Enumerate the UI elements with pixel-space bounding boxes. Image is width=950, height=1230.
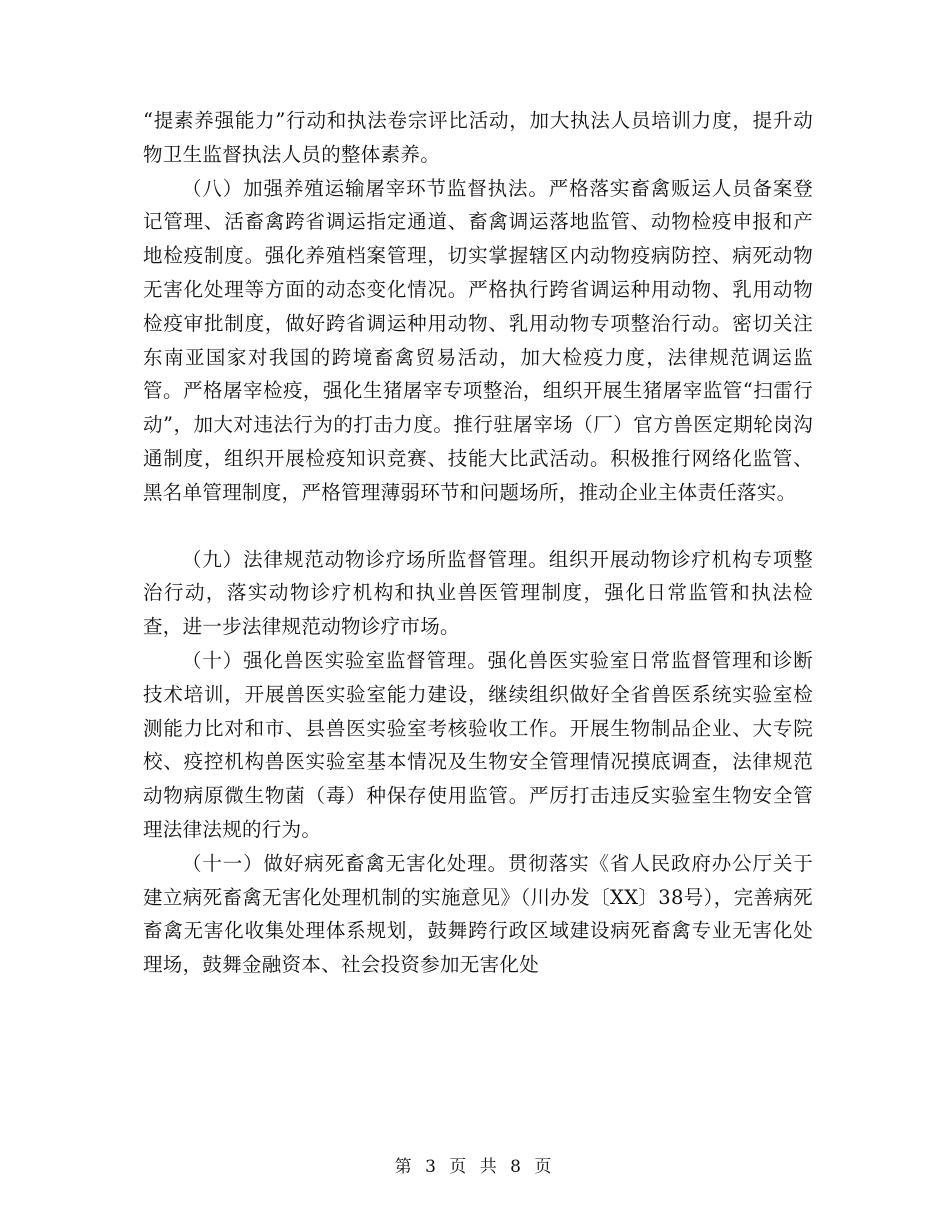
paragraph-section-9: （九）法律规范动物诊疗场所监督管理。组织开展动物诊疗机构专项整治行动，落实动物诊疗机构和执业兽医管理制度，强化日常监管和执法检查，进一步法律规范动物诊疗市场。 — [143, 547, 813, 639]
paragraph-section-8: （八）加强养殖运输屠宰环节监督执法。严格落实畜禽贩运人员备案登记管理、活畜禽跨省调运指定通道、畜禽调运落地监管、动物检疫申报和产地检疫制度。强化养殖档案管理，切实掌握辖区内动物疫病防控、病死动物无害化处理等方面的动态变化情况。严格执行跨省调运种用动物、乳用动物检疫审批制度，做好跨省调运种用动物、乳用动物专项整治行动。密切关注东南亚国家对我国的跨境畜禽贸易活动，加大检疫力度，法律规范调运监管。严格屠宰检疫，强化生猪屠宰专项整治，组织开展生猪屠宰监管“扫雷行动”，加大对违法行为的打击力度。推行驻屠宰场（厂）官方兽医定期轮岗沟通制度，组织开展检疫知识竞赛、技能大比武活动。积极推行网络化监管、黑名单管理制度，严格管理薄弱环节和问题场所，推动企业主体责任落实。 — [143, 176, 813, 504]
page-footer: 第 3 页 共 8 页 — [394, 1157, 556, 1177]
paragraph-section-11: （十一）做好病死畜禽无害化处理。贯彻落实《省人民政府办公厅关于建立病死畜禽无害化处理机制的实施意见》（川办发〔XX〕38号），完善病死畜禽无害化收集处理体系规划，鼓舞跨行政区域建设病死畜禽专业无害化处理场，鼓舞金融资本、社会投资参加无害化处 — [143, 851, 813, 977]
paragraph-continuation: “提素养强能力”行动和执法卷宗评比活动，加大执法人员培训力度，提升动物卫生监督执法人员的整体素养。 — [143, 109, 813, 166]
paragraph-section-10: （十）强化兽医实验室监督管理。强化兽医实验室日常监督管理和诊断技术培训，开展兽医实验室能力建设，继续组织做好全省兽医系统实验室检测能力比对和市、县兽医实验室考核验收工作。开展生物制品企业、大专院校、疫控机构兽医实验室基本情况及生物安全管理情况摸底调查，法律规范动物病原微生物菌（毒）种保存使用监管。严厉打击违反实验室生物安全管理法律法规的行为。 — [143, 648, 813, 841]
document-body — [143, 104, 813, 982]
